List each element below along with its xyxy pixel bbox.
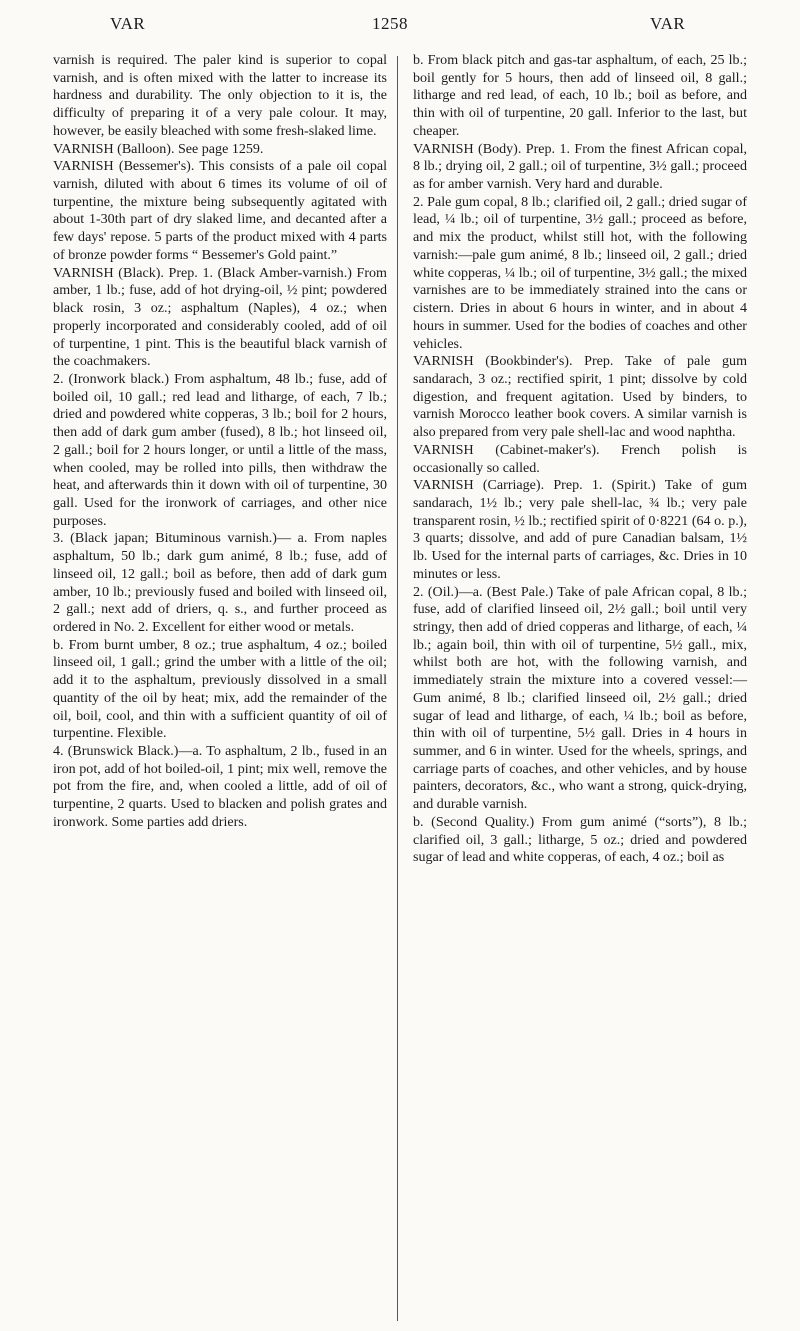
header-right-guide-word: VAR <box>650 14 686 33</box>
paragraph: 2. Pale gum copal, 8 lb.; clarified oil, 2 gall.; dried sugar of lead, ¼ lb.; oil of turpentine, 3½ gall.; proceed as before, and mix the product, whilst still hot, with the following varnish:—pale gum animé, 8 lb.; linseed oil, 2 gall.; dried white copperas, ¼ lb.; oil of turpentine, 3½ gall.; the mixed varnishes are to be immediately strained into the cans or cistern. Dries in about 6 hours in winter, and in about 4 hours in summer. Used for the bodies of coaches and other vehicles. <box>413 193 747 352</box>
entry-bookbinders-varnish: VARNISH (Bookbinder's). Prep. Take of pale gum sandarach, 3 oz.; rectified spirit, 1 pint; dissolve by cold digestion, and frequent agitation. Used by binders, to varnish Morocco leather book covers. A similar varnish is also prepared from very pale shell-lac and wood naphtha. <box>413 353 747 441</box>
header-left-guide-word: VAR <box>110 14 146 33</box>
paragraph: 3. (Black japan; Bituminous varnish.)— a. From naples asphaltum, 50 lb.; dark gum animé, 8 lb.; fuse, add of linseed oil, 12 gall.; boil as before, then add of dark gum amber, 10 lb.; previously fused and boiled with linseed oil, 2 gall.; next add of driers, q. s., and further proceed as ordered in No. 2. Excellent for either wood or metals. <box>53 530 387 635</box>
entry-carriage-varnish: VARNISH (Carriage). Prep. 1. (Spirit.) Take of gum sandarach, 1½ lb.; very pale shell-lac, ¾ lb.; very pale transparent rosin, ½ lb.; rectified spirit of 0·8221 (64 o. p.), 3 quarts; dissolve, and add of pure Canadian balsam, 1½ lb. Used for the internal parts of carriages, &c. Dries in 10 minutes or less. <box>413 477 747 582</box>
column-divider <box>397 56 398 1321</box>
entry-bessemers-varnish: VARNISH (Bessemer's). This consists of a pale oil copal varnish, diluted with about 6 times its volume of oil of turpentine, the mixture being subsequently agitated with about 1-30th part of dry slaked lime, and decanted after a few days' repose. 5 parts of the product mixed with 4 parts of bronze powder forms “ Bessemer's Gold paint.” <box>53 158 387 263</box>
right-column <box>413 52 747 867</box>
paragraph: b. (Second Quality.) From gum animé (“sorts”), 8 lb.; clarified oil, 3 gall.; litharge, 5 oz.; dried and powdered sugar of lead and white copperas, of each, 4 oz.; boil as <box>413 813 747 866</box>
entry-balloon-varnish: VARNISH (Balloon). See page 1259. <box>53 140 264 157</box>
left-column <box>53 52 387 832</box>
paragraph: 2. (Ironwork black.) From asphaltum, 48 lb.; fuse, add of boiled oil, 10 gall.; red lead and litharge, of each, 7 lb.; dried and powdered white copperas, 3 lb.; boil for 2 hours, then add of dark gum amber (fused), 8 lb.; hot linseed oil, 2 gall.; boil for 2 hours longer, or until a little of the mass, when cooled, may be rolled into pills, then withdraw the heat, and afterwards thin it down with oil of turpentine, 30 gall. Used for the ironwork of carriages, and other nice purposes. <box>53 370 387 529</box>
paragraph: 4. (Brunswick Black.)—a. To asphaltum, 2 lb., fused in an iron pot, add of hot boiled-oil, 1 pint; mix well, remove the pot from the fire, and, when cooled a little, add of oil of turpentine, 2 quarts. Used to blacken and polish grates and ironwork. Some parties add driers. <box>53 743 387 830</box>
entry-body-varnish: VARNISH (Body). Prep. 1. From the finest African copal, 8 lb.; drying oil, 2 gall.; oil of turpentine, 3½ gall.; proceed as for amber varnish. Very hard and durable. <box>413 140 747 193</box>
paragraph: 2. (Oil.)—a. (Best Pale.) Take of pale African copal, 8 lb.; fuse, add of clarified linseed oil, 2½ gall.; boil until very stringy, then add of dried copperas and litharge, of each, ¼ lb.; again boil, thin with oil of turpentine, 5½ gall., mix, whilst both are hot, with the following varnish, and immediately strain the mixture into a covered vessel:— Gum animé, 8 lb.; clarified linseed oil, 2½ gall.; dried sugar of lead and litharge, of each, ¼ lb.; boil as before, thin with oil of turpentine, 5½ gall. Dries in 4 hours in summer, and 6 in winter. Used for the wheels, springs, and carriage parts of coaches, and other vehicles, and by house painters, decorators, &c., who want a strong, quick-drying, and durable varnish. <box>413 583 747 813</box>
page-number: 1258 <box>372 14 408 33</box>
paragraph: b. From black pitch and gas-tar asphaltum, of each, 25 lb.; boil gently for 5 hours, then add of linseed oil, 8 gall.; litharge and red lead, of each, 10 lb.; boil as before, and thin with oil of turpentine, 20 gall. Inferior to the last, but cheaper. <box>413 52 747 139</box>
entry-cabinet-makers-varnish: VARNISH (Cabinet-maker's). French polish is occasionally so called. <box>413 441 747 476</box>
running-header <box>0 14 800 38</box>
entry-black-varnish: VARNISH (Black). Prep. 1. (Black Amber-varnish.) From amber, 1 lb.; fuse, add of hot drying-oil, ½ pint; powdered black rosin, 3 oz.; asphaltum (Naples), 4 oz.; when properly incorporated and considerably cooled, add of oil of turpentine, 1 pint. This is the beautiful black varnish of the coachmakers. <box>53 264 387 370</box>
paragraph: varnish is required. The paler kind is superior to copal varnish, and is often mixed with the latter to increase its hardness and durability. The only objection to it is, the difficulty of preparing it of a very pale colour. It may, however, be easily bleached with some fresh-slaked lime. <box>53 52 387 139</box>
paragraph: b. From burnt umber, 8 oz.; true asphaltum, 4 oz.; boiled linseed oil, 1 gall.; grind the umber with a little of the oil; add it to the asphaltum, previously dissolved in a small quantity of the oil by heat; mix, add the remainder of the oil, boil, cool, and thin with a sufficient quantity of oil of turpentine. Flexible. <box>53 636 387 742</box>
